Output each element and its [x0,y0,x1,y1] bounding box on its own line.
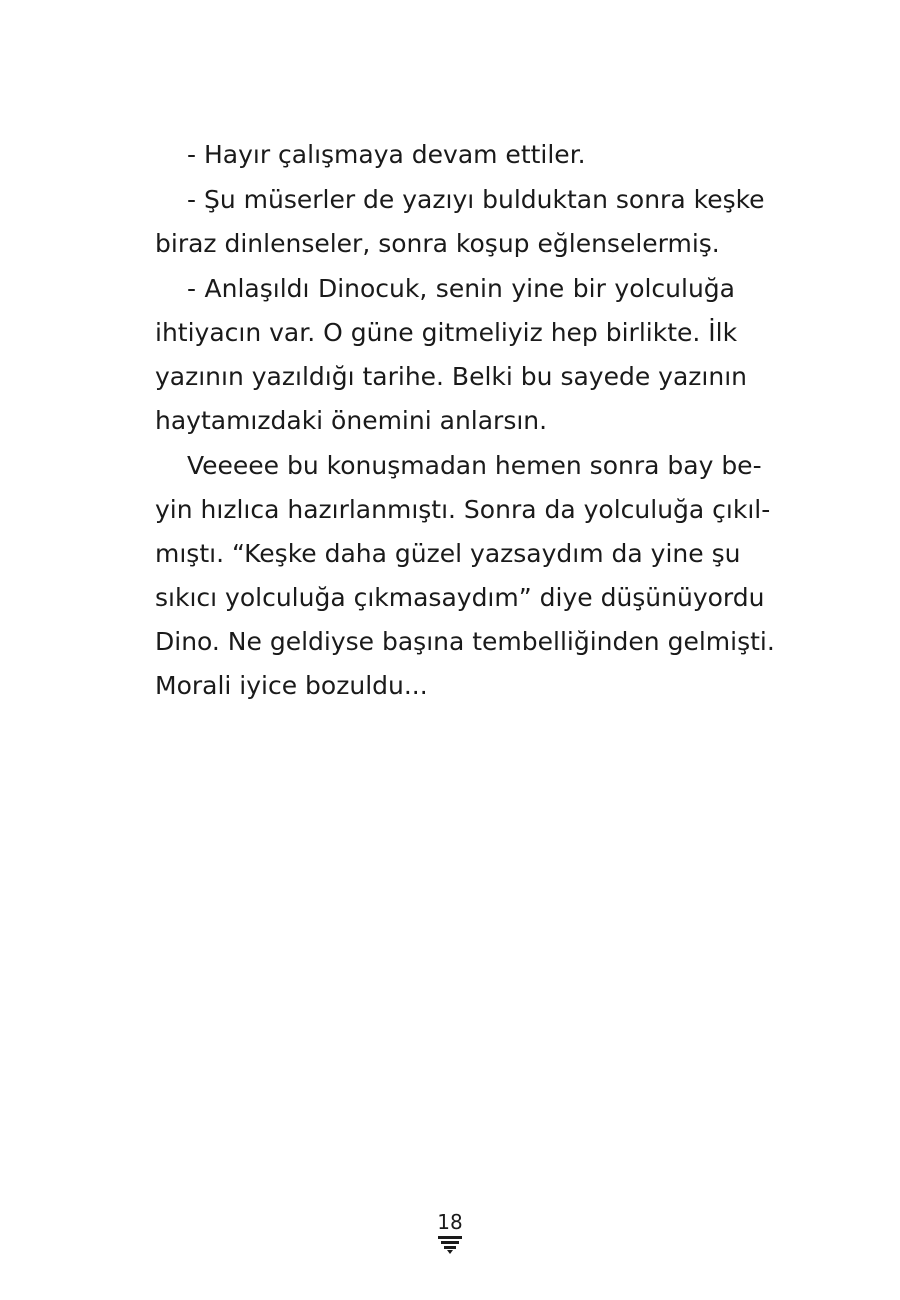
text-line: yazının yazıldığı tarihe. Belki bu sayede yazının [155,362,747,391]
text-line: Morali iyice bozuldu... [155,671,428,700]
column-ornament-icon [437,1236,463,1254]
text-line: ihtiyacın var. O güne gitmeliyiz hep birlikte. İlk [155,318,738,347]
text-line: Veeeee bu konuşmadan hemen sonra bay be- [187,451,762,480]
text-line: - Şu müserler de yazıyı bulduktan sonra keşke [187,185,765,214]
paragraph-4 [155,444,775,708]
paragraph-2 [155,178,765,266]
text-line: biraz dinlenseler, sonra koşup eğlenselermiş. [155,229,720,258]
text-line: mıştı. “Keşke daha güzel yazsaydım da yine şu [155,539,741,568]
text-line: Dino. Ne geldiyse başına tembelliğinden gelmişti. [155,627,775,656]
paragraph-3 [155,267,747,443]
body-text [155,133,775,709]
text-line: sıkıcı yolculuğa çıkmasaydım” diye düşünüyordu [155,583,765,612]
text-line: - Hayır çalışmaya devam ettiler. [187,140,586,169]
text-line: haytamızdaki önemini anlarsın. [155,406,548,435]
paragraph-1 [155,133,735,177]
text-line: - Anlaşıldı Dinocuk, senin yine bir yolculuğa [187,274,735,303]
text-line: yin hızlıca hazırlanmıştı. Sonra da yolculuğa çıkıl- [155,495,771,524]
page-number: 18 [437,1210,463,1234]
